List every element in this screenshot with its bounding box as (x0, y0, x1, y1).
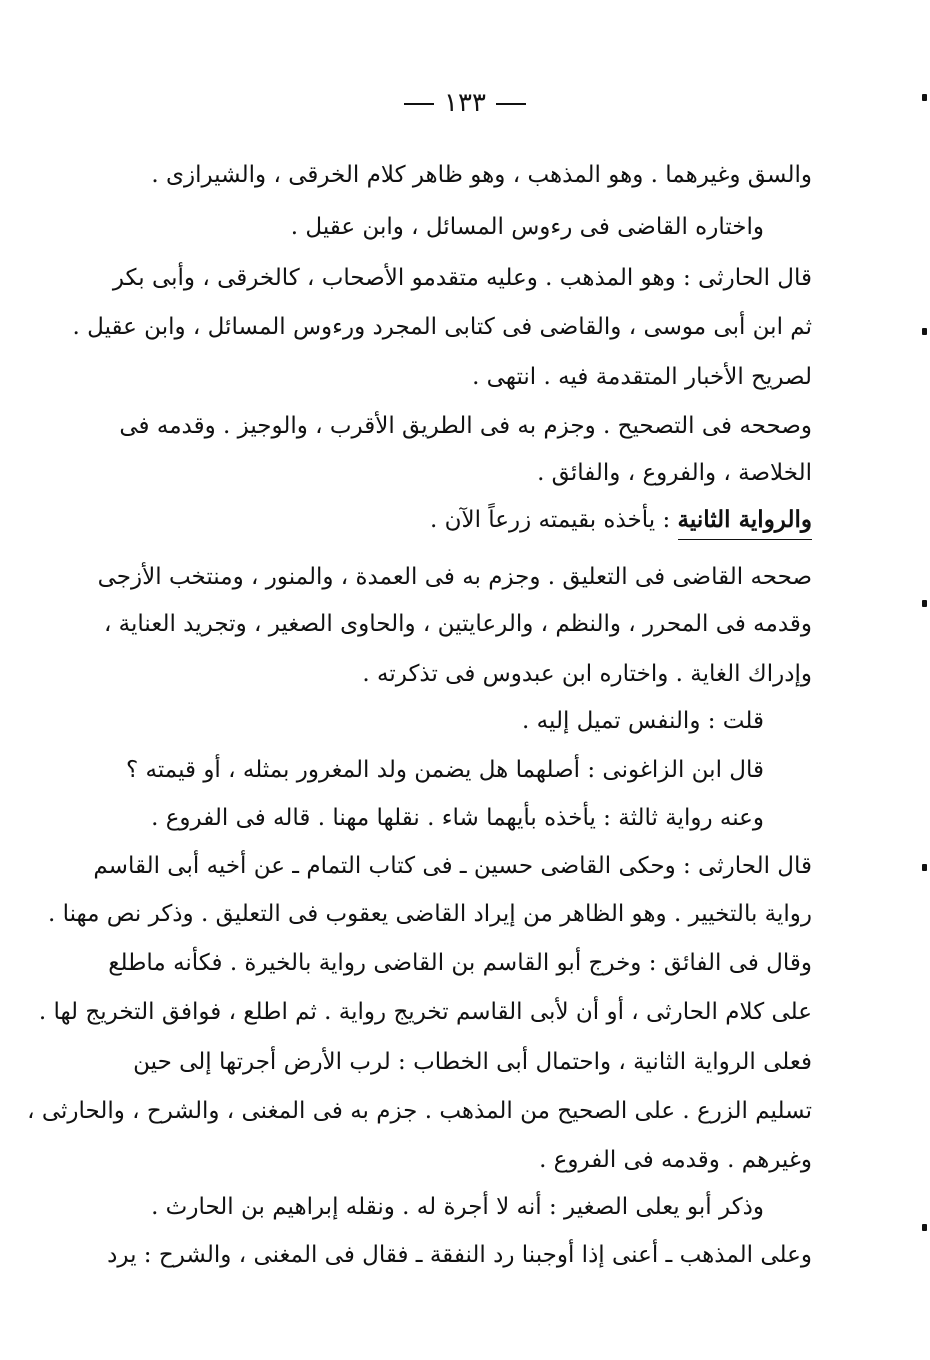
scan-margin-mark (922, 1224, 927, 1231)
text-line: قال ابن الزاغونى : أصلهما هل يضمن ولد المغرور بمثله ، أو قيمته ؟ (125, 757, 764, 783)
text-line: تسليم الزرع . على الصحيح من المذهب . جزم به فى المغنى ، والشرح ، والحارثى ، (27, 1098, 812, 1124)
text-line: وقدمه فى المحرر ، والنظم ، والرعايتين ، والحاوى الصغير ، وتجريد العناية ، (103, 611, 812, 637)
text-line: الخلاصة ، والفروع ، والفائق . (537, 460, 812, 486)
text-line: والسق وغيرهما . وهو المذهب ، وهو ظاهر كلام الخرقى ، والشيرازى . (151, 162, 812, 188)
text-line: وعنه رواية ثالثة : يأخذه بأيهما شاء . نقلها مهنا . قاله فى الفروع . (151, 805, 764, 831)
text-line-with-heading (430, 503, 812, 537)
text-line: على كلام الحارثى ، أو أن لأبى القاسم تخريج رواية . ثم اطلع ، فوافق التخريج لها . (38, 999, 812, 1025)
text-line: قلت : والنفس تميل إليه . (522, 708, 764, 734)
text-line: : يأخذه بقيمته زرعاً الآن . (429, 507, 678, 533)
page-number-header (0, 88, 930, 118)
text-line: رواية بالتخيير . وهو الظاهر من إيراد القاضى يعقوب فى التعليق . وذكر نص مهنا . (47, 901, 812, 927)
text-line: فعلى الرواية الثانية ، واحتمال أبى الخطاب : لرب الأرض أجرتها إلى حين (133, 1049, 812, 1075)
text-line: وعلى المذهب ـ أعنى إذا أوجبنا رد النفقة ـ فقال فى المغنى ، والشرح : يرد (107, 1242, 812, 1268)
scan-margin-mark (922, 600, 927, 607)
scan-margin-mark (922, 328, 927, 335)
scan-margin-mark (922, 94, 927, 101)
text-line: وإدراك الغاية . واختاره ابن عبدوس فى تذكرته . (362, 661, 812, 687)
text-line: صححه القاضى فى التعليق . وجزم به فى العمدة ، والمنور ، ومنتخب الأزجى (97, 564, 812, 590)
text-line: واختاره القاضى فى رءوس المسائل ، وابن عقيل . (290, 214, 764, 240)
text-line: وغيرهم . وقدمه فى الفروع . (539, 1147, 812, 1173)
text-line: وذكر أبو يعلى الصغير : أنه لا أجرة له . ونقله إبراهيم بن الحارث . (151, 1194, 764, 1220)
text-line: وقال فى الفائق : وخرج أبو القاسم بن القاضى رواية بالخيرة . فكأنه ماطلع (108, 950, 812, 976)
scan-margin-mark (922, 864, 927, 871)
header-dash-right (496, 103, 526, 105)
section-heading: والرواية الثانية (678, 506, 812, 540)
text-line: قال الحارثى : وحكى القاضى حسين ـ فى كتاب التمام ـ عن أخيه أبى القاسم (93, 853, 812, 879)
text-line: قال الحارثى : وهو المذهب . وعليه متقدمو الأصحاب ، كالخرقى ، وأبى بكر (112, 265, 812, 291)
text-line: ثم ابن أبى موسى ، والقاضى فى كتابى المجرد ورءوس المسائل ، وابن عقيل . (72, 314, 812, 340)
page-number: ١٣٣ (444, 88, 486, 118)
text-line: لصريح الأخبار المتقدمة فيه . انتهى . (472, 364, 812, 390)
text-line: وصححه فى التصحيح . وجزم به فى الطريق الأقرب ، والوجيز . وقدمه فى (119, 413, 812, 439)
header-dash-left (404, 103, 434, 105)
